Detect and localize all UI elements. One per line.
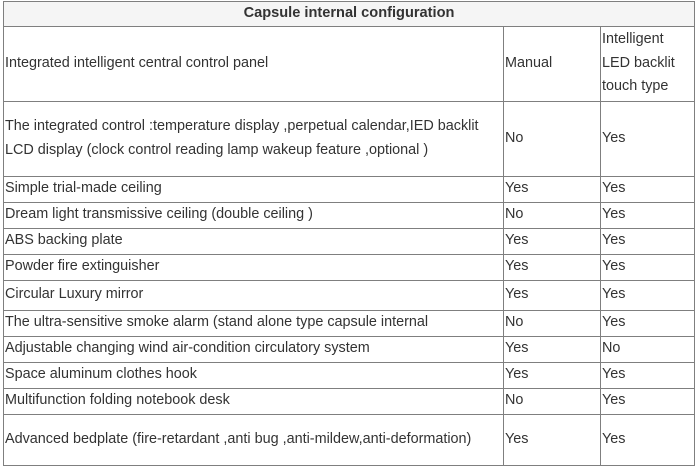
manual-cell: No xyxy=(504,202,601,228)
feature-cell: Dream light transmissive ceiling (double ceiling ) xyxy=(4,202,504,228)
feature-cell: Powder fire extinguisher xyxy=(4,254,504,280)
table-row xyxy=(4,202,695,228)
feature-cell: The integrated control :temperature display ,perpetual calendar,IED backlit LCD display (clock control reading lamp wakeup feature ,optional ) xyxy=(4,101,504,176)
intelligent-cell: Yes xyxy=(601,280,695,310)
table-row xyxy=(4,388,695,414)
manual-cell: Yes xyxy=(504,414,601,465)
manual-cell: No xyxy=(504,101,601,176)
manual-cell: Yes xyxy=(504,336,601,362)
intelligent-cell: Yes xyxy=(601,101,695,176)
feature-cell: ABS backing plate xyxy=(4,228,504,254)
intelligent-cell: Yes xyxy=(601,414,695,465)
intelligent-cell: Yes xyxy=(601,362,695,388)
intelligent-cell: Yes xyxy=(601,176,695,202)
table-row xyxy=(4,414,695,465)
intelligent-cell: Yes xyxy=(601,202,695,228)
manual-cell: Yes xyxy=(504,228,601,254)
table-row xyxy=(4,336,695,362)
feature-cell: Adjustable changing wind air-condition circulatory system xyxy=(4,336,504,362)
intelligent-cell: Yes xyxy=(601,228,695,254)
manual-cell: No xyxy=(504,388,601,414)
header-cell-feature: Integrated intelligent central control panel xyxy=(4,26,504,101)
table-title: Capsule internal configuration xyxy=(4,2,695,27)
title-row xyxy=(4,2,695,27)
table-row xyxy=(4,254,695,280)
table-row xyxy=(4,101,695,176)
manual-cell: Yes xyxy=(504,362,601,388)
manual-cell: Yes xyxy=(504,254,601,280)
header-cell-intelligent: Intelligent LED backlit touch type xyxy=(601,26,695,101)
intelligent-cell: No xyxy=(601,336,695,362)
header-cell-manual: Manual xyxy=(504,26,601,101)
feature-cell: Multifunction folding notebook desk xyxy=(4,388,504,414)
table-row xyxy=(4,228,695,254)
configuration-table xyxy=(3,1,695,466)
feature-cell: Circular Luxury mirror xyxy=(4,280,504,310)
feature-cell: Simple trial-made ceiling xyxy=(4,176,504,202)
table-row xyxy=(4,176,695,202)
table-row xyxy=(4,280,695,310)
feature-cell: Space aluminum clothes hook xyxy=(4,362,504,388)
manual-cell: No xyxy=(504,310,601,336)
manual-cell: Yes xyxy=(504,176,601,202)
manual-cell: Yes xyxy=(504,280,601,310)
header-row xyxy=(4,26,695,101)
table-row xyxy=(4,310,695,336)
intelligent-cell: Yes xyxy=(601,254,695,280)
intelligent-cell: Yes xyxy=(601,388,695,414)
intelligent-cell: Yes xyxy=(601,310,695,336)
table-row xyxy=(4,362,695,388)
feature-cell: Advanced bedplate (fire-retardant ,anti bug ,anti-mildew,anti-deformation) xyxy=(4,414,504,465)
feature-cell: The ultra-sensitive smoke alarm (stand alone type capsule internal xyxy=(4,310,504,336)
